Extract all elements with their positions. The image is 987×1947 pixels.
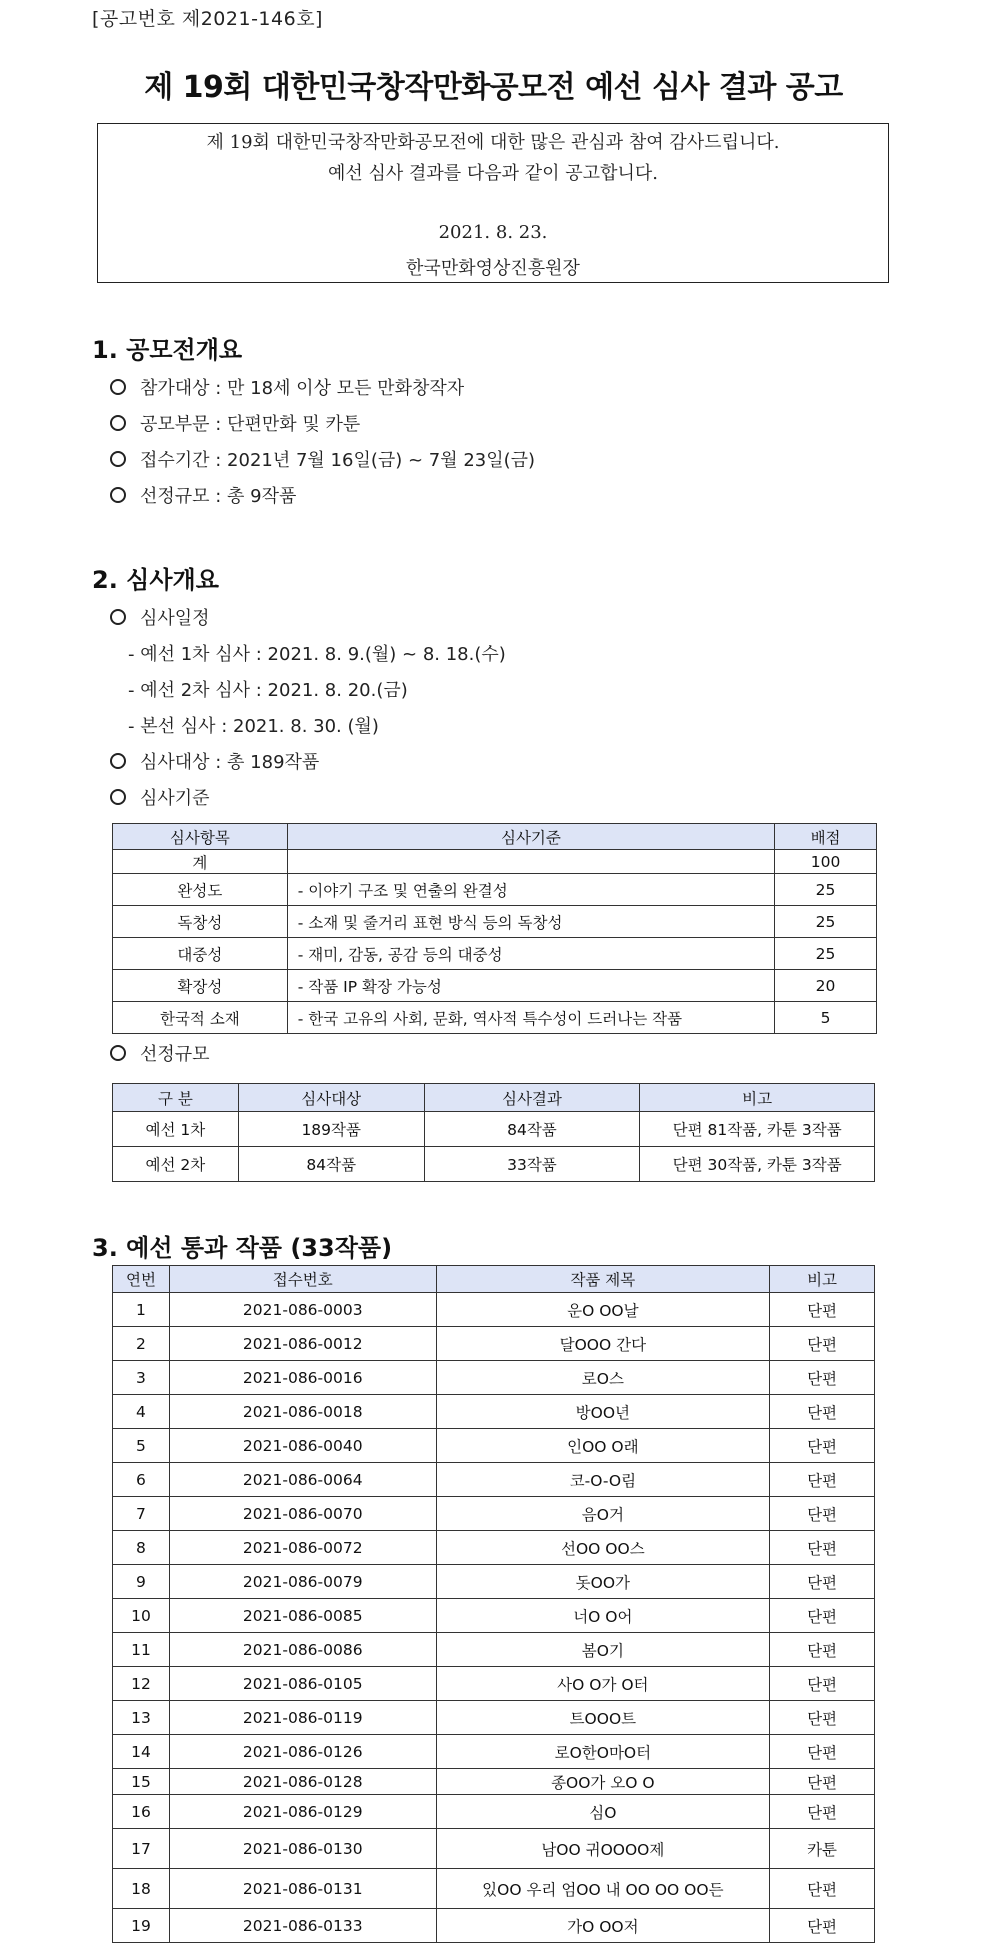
passed-cell: 19 <box>113 1909 170 1943</box>
passed-header-row <box>113 1266 875 1293</box>
passed-cell: 7 <box>113 1497 170 1531</box>
selection-table <box>112 1083 875 1182</box>
selection-label-text: 선정규모 <box>140 1044 210 1065</box>
passed-cell: 돗OO가 <box>436 1565 770 1599</box>
passed-row <box>113 1361 875 1395</box>
selection-cell: 단편 30작품, 카툰 3작품 <box>640 1147 875 1182</box>
passed-header-cell: 연번 <box>113 1266 170 1293</box>
passed-row <box>113 1327 875 1361</box>
page-title: 제 19회 대한민국창작만화공모전 예선 심사 결과 공고 <box>144 70 843 105</box>
passed-cell: 단편 <box>770 1429 875 1463</box>
circle-bullet-icon <box>110 753 126 769</box>
selection-cell: 예선 2차 <box>113 1147 239 1182</box>
section-3-title: 3. 예선 통과 작품 (33작품) <box>92 1234 393 1262</box>
passed-header-cell: 비고 <box>770 1266 875 1293</box>
selection-header-cell: 구 분 <box>113 1084 239 1112</box>
passed-cell: 2021-086-0085 <box>169 1599 436 1633</box>
passed-cell: 2021-086-0128 <box>169 1769 436 1795</box>
overview-item-text: 참가대상 : 만 18세 이상 모든 만화창작자 <box>140 378 465 399</box>
passed-cell: 있OO 우리 엄OO 내 OO OO OO든 <box>436 1869 770 1909</box>
passed-cell: 11 <box>113 1633 170 1667</box>
circle-bullet-icon <box>110 1045 126 1061</box>
criteria-cell: - 소재 및 줄거리 표현 방식 등의 독창성 <box>287 906 774 938</box>
criteria-cell: 확장성 <box>113 970 288 1002</box>
selection-cell: 단편 81작품, 카툰 3작품 <box>640 1112 875 1147</box>
passed-cell: 운O OO날 <box>436 1293 770 1327</box>
schedule-item: - 예선 1차 심사 : 2021. 8. 9.(월) ~ 8. 18.(수) <box>128 644 506 665</box>
passed-cell: 심O <box>436 1795 770 1829</box>
passed-cell: 단편 <box>770 1633 875 1667</box>
passed-cell: 단편 <box>770 1701 875 1735</box>
selection-header-cell: 심사대상 <box>238 1084 424 1112</box>
overview-item-text: 선정규모 : 총 9작품 <box>140 486 297 507</box>
passed-cell: 단편 <box>770 1497 875 1531</box>
passed-cell: 단편 <box>770 1531 875 1565</box>
criteria-cell: - 작품 IP 확장 가능성 <box>287 970 774 1002</box>
passed-cell: 2021-086-0131 <box>169 1869 436 1909</box>
passed-row <box>113 1633 875 1667</box>
criteria-cell: 대중성 <box>113 938 288 970</box>
passed-cell: 종OO가 오O O <box>436 1769 770 1795</box>
selection-cell: 189작품 <box>238 1112 424 1147</box>
passed-cell: 2021-086-0133 <box>169 1909 436 1943</box>
intro-line-2: 예선 심사 결과를 다음과 같이 공고합니다. <box>328 163 658 184</box>
passed-row <box>113 1909 875 1943</box>
passed-cell: 3 <box>113 1361 170 1395</box>
passed-cell: 2021-086-0018 <box>169 1395 436 1429</box>
review-target-text: 심사대상 : 총 189작품 <box>140 752 320 773</box>
passed-cell: 8 <box>113 1531 170 1565</box>
criteria-header-cell: 심사항목 <box>113 824 288 850</box>
criteria-header-cell: 심사기준 <box>287 824 774 850</box>
schedule-item: - 예선 2차 심사 : 2021. 8. 20.(금) <box>128 680 408 701</box>
passed-cell: 단편 <box>770 1909 875 1943</box>
circle-bullet-icon <box>110 789 126 805</box>
criteria-header-row <box>113 824 877 850</box>
criteria-cell: 5 <box>775 1002 877 1034</box>
passed-cell: 봄O기 <box>436 1633 770 1667</box>
passed-row <box>113 1667 875 1701</box>
circle-bullet-icon <box>110 415 126 431</box>
criteria-cell: - 한국 고유의 사회, 문화, 역사적 특수성이 드러나는 작품 <box>287 1002 774 1034</box>
passed-row <box>113 1795 875 1829</box>
passed-cell: 2021-086-0070 <box>169 1497 436 1531</box>
passed-cell: 6 <box>113 1463 170 1497</box>
overview-item <box>110 374 464 400</box>
selection-header-cell: 심사결과 <box>424 1084 640 1112</box>
circle-bullet-icon <box>110 379 126 395</box>
passed-cell: 2021-086-0079 <box>169 1565 436 1599</box>
selection-row <box>113 1112 875 1147</box>
passed-cell: 달OOO 간다 <box>436 1327 770 1361</box>
notice-number: [공고번호 제2021-146호] <box>92 8 323 30</box>
overview-item <box>110 410 360 436</box>
passed-cell: 너O O어 <box>436 1599 770 1633</box>
criteria-cell: 25 <box>775 906 877 938</box>
passed-cell: 단편 <box>770 1599 875 1633</box>
passed-cell: 인OO O래 <box>436 1429 770 1463</box>
criteria-label <box>110 784 210 810</box>
criteria-row <box>113 938 877 970</box>
criteria-header-cell: 배점 <box>775 824 877 850</box>
passed-row <box>113 1701 875 1735</box>
selection-cell: 84작품 <box>424 1112 640 1147</box>
criteria-table <box>112 823 877 1034</box>
overview-item <box>110 446 535 472</box>
passed-row <box>113 1869 875 1909</box>
criteria-cell <box>287 850 774 874</box>
passed-cell: 음O거 <box>436 1497 770 1531</box>
passed-cell: 1 <box>113 1293 170 1327</box>
passed-cell: 로O스 <box>436 1361 770 1395</box>
passed-row <box>113 1531 875 1565</box>
passed-cell: 2021-086-0086 <box>169 1633 436 1667</box>
criteria-row <box>113 850 877 874</box>
passed-row <box>113 1565 875 1599</box>
passed-cell: 로O한O마O터 <box>436 1735 770 1769</box>
passed-header-cell: 접수번호 <box>169 1266 436 1293</box>
passed-cell: 2021-086-0072 <box>169 1531 436 1565</box>
passed-cell: 단편 <box>770 1667 875 1701</box>
selection-header-cell: 비고 <box>640 1084 875 1112</box>
passed-row <box>113 1497 875 1531</box>
circle-bullet-icon <box>110 609 126 625</box>
passed-cell: 단편 <box>770 1769 875 1795</box>
passed-row <box>113 1735 875 1769</box>
passed-cell: 2021-086-0003 <box>169 1293 436 1327</box>
overview-item-text: 공모부문 : 단편만화 및 카툰 <box>140 414 361 435</box>
criteria-cell: - 재미, 감동, 공감 등의 대중성 <box>287 938 774 970</box>
schedule-item: - 본선 심사 : 2021. 8. 30. (월) <box>128 716 379 737</box>
passed-row <box>113 1829 875 1869</box>
selection-cell: 33작품 <box>424 1147 640 1182</box>
criteria-cell: 한국적 소재 <box>113 1002 288 1034</box>
passed-cell: 2021-086-0040 <box>169 1429 436 1463</box>
passed-cell: 5 <box>113 1429 170 1463</box>
passed-cell: 9 <box>113 1565 170 1599</box>
passed-cell: 14 <box>113 1735 170 1769</box>
passed-cell: 2021-086-0064 <box>169 1463 436 1497</box>
passed-cell: 선OO OO스 <box>436 1531 770 1565</box>
review-target <box>110 748 319 774</box>
passed-row <box>113 1769 875 1795</box>
criteria-cell: 25 <box>775 874 877 906</box>
schedule-label-text: 심사일정 <box>140 608 210 629</box>
passed-cell: 18 <box>113 1869 170 1909</box>
passed-cell: 2021-086-0105 <box>169 1667 436 1701</box>
selection-cell: 예선 1차 <box>113 1112 239 1147</box>
passed-cell: 남OO 귀OOOO제 <box>436 1829 770 1869</box>
passed-cell: 2 <box>113 1327 170 1361</box>
passed-cell: 4 <box>113 1395 170 1429</box>
selection-label <box>110 1040 210 1066</box>
passed-cell: 17 <box>113 1829 170 1869</box>
selection-row <box>113 1147 875 1182</box>
intro-issuer: 한국만화영상진흥원장 <box>406 258 580 279</box>
criteria-label-text: 심사기준 <box>140 788 210 809</box>
passed-cell: 2021-086-0129 <box>169 1795 436 1829</box>
passed-cell: 2021-086-0012 <box>169 1327 436 1361</box>
criteria-cell: 완성도 <box>113 874 288 906</box>
passed-cell: 2021-086-0016 <box>169 1361 436 1395</box>
passed-row <box>113 1599 875 1633</box>
schedule-label <box>110 604 210 630</box>
passed-row <box>113 1463 875 1497</box>
passed-cell: 15 <box>113 1769 170 1795</box>
passed-cell: 트OOO트 <box>436 1701 770 1735</box>
passed-cell: 2021-086-0130 <box>169 1829 436 1869</box>
circle-bullet-icon <box>110 451 126 467</box>
criteria-cell: - 이야기 구조 및 연출의 완결성 <box>287 874 774 906</box>
circle-bullet-icon <box>110 487 126 503</box>
passed-row <box>113 1429 875 1463</box>
passed-cell: 코-O-O림 <box>436 1463 770 1497</box>
passed-cell: 단편 <box>770 1565 875 1599</box>
passed-cell: 가O OO저 <box>436 1909 770 1943</box>
criteria-row <box>113 906 877 938</box>
criteria-cell: 독창성 <box>113 906 288 938</box>
passed-cell: 단편 <box>770 1869 875 1909</box>
passed-cell: 13 <box>113 1701 170 1735</box>
passed-cell: 단편 <box>770 1735 875 1769</box>
selection-cell: 84작품 <box>238 1147 424 1182</box>
criteria-cell: 25 <box>775 938 877 970</box>
criteria-cell: 계 <box>113 850 288 874</box>
passed-cell: 방OO년 <box>436 1395 770 1429</box>
intro-box <box>97 123 889 283</box>
passed-cell: 카툰 <box>770 1829 875 1869</box>
criteria-row <box>113 970 877 1002</box>
passed-cell: 단편 <box>770 1395 875 1429</box>
passed-cell: 16 <box>113 1795 170 1829</box>
selection-header-row <box>113 1084 875 1112</box>
section-1-title: 1. 공모전개요 <box>92 336 243 364</box>
passed-header-cell: 작품 제목 <box>436 1266 770 1293</box>
passed-works-table <box>112 1265 875 1943</box>
intro-date: 2021. 8. 23. <box>438 222 548 243</box>
passed-cell: 단편 <box>770 1327 875 1361</box>
passed-row <box>113 1293 875 1327</box>
overview-item <box>110 482 296 508</box>
passed-cell: 12 <box>113 1667 170 1701</box>
section-2-title: 2. 심사개요 <box>92 566 219 594</box>
criteria-cell: 20 <box>775 970 877 1002</box>
passed-cell: 단편 <box>770 1795 875 1829</box>
passed-cell: 10 <box>113 1599 170 1633</box>
intro-line-1: 제 19회 대한민국창작만화공모전에 대한 많은 관심과 참여 감사드립니다. <box>206 132 780 153</box>
criteria-cell: 100 <box>775 850 877 874</box>
passed-cell: 단편 <box>770 1463 875 1497</box>
overview-item-text: 접수기간 : 2021년 7월 16일(금) ~ 7월 23일(금) <box>140 450 536 471</box>
passed-cell: 사O O가 O터 <box>436 1667 770 1701</box>
passed-cell: 단편 <box>770 1293 875 1327</box>
passed-cell: 단편 <box>770 1361 875 1395</box>
passed-row <box>113 1395 875 1429</box>
passed-cell: 2021-086-0126 <box>169 1735 436 1769</box>
criteria-row <box>113 874 877 906</box>
criteria-row <box>113 1002 877 1034</box>
passed-cell: 2021-086-0119 <box>169 1701 436 1735</box>
